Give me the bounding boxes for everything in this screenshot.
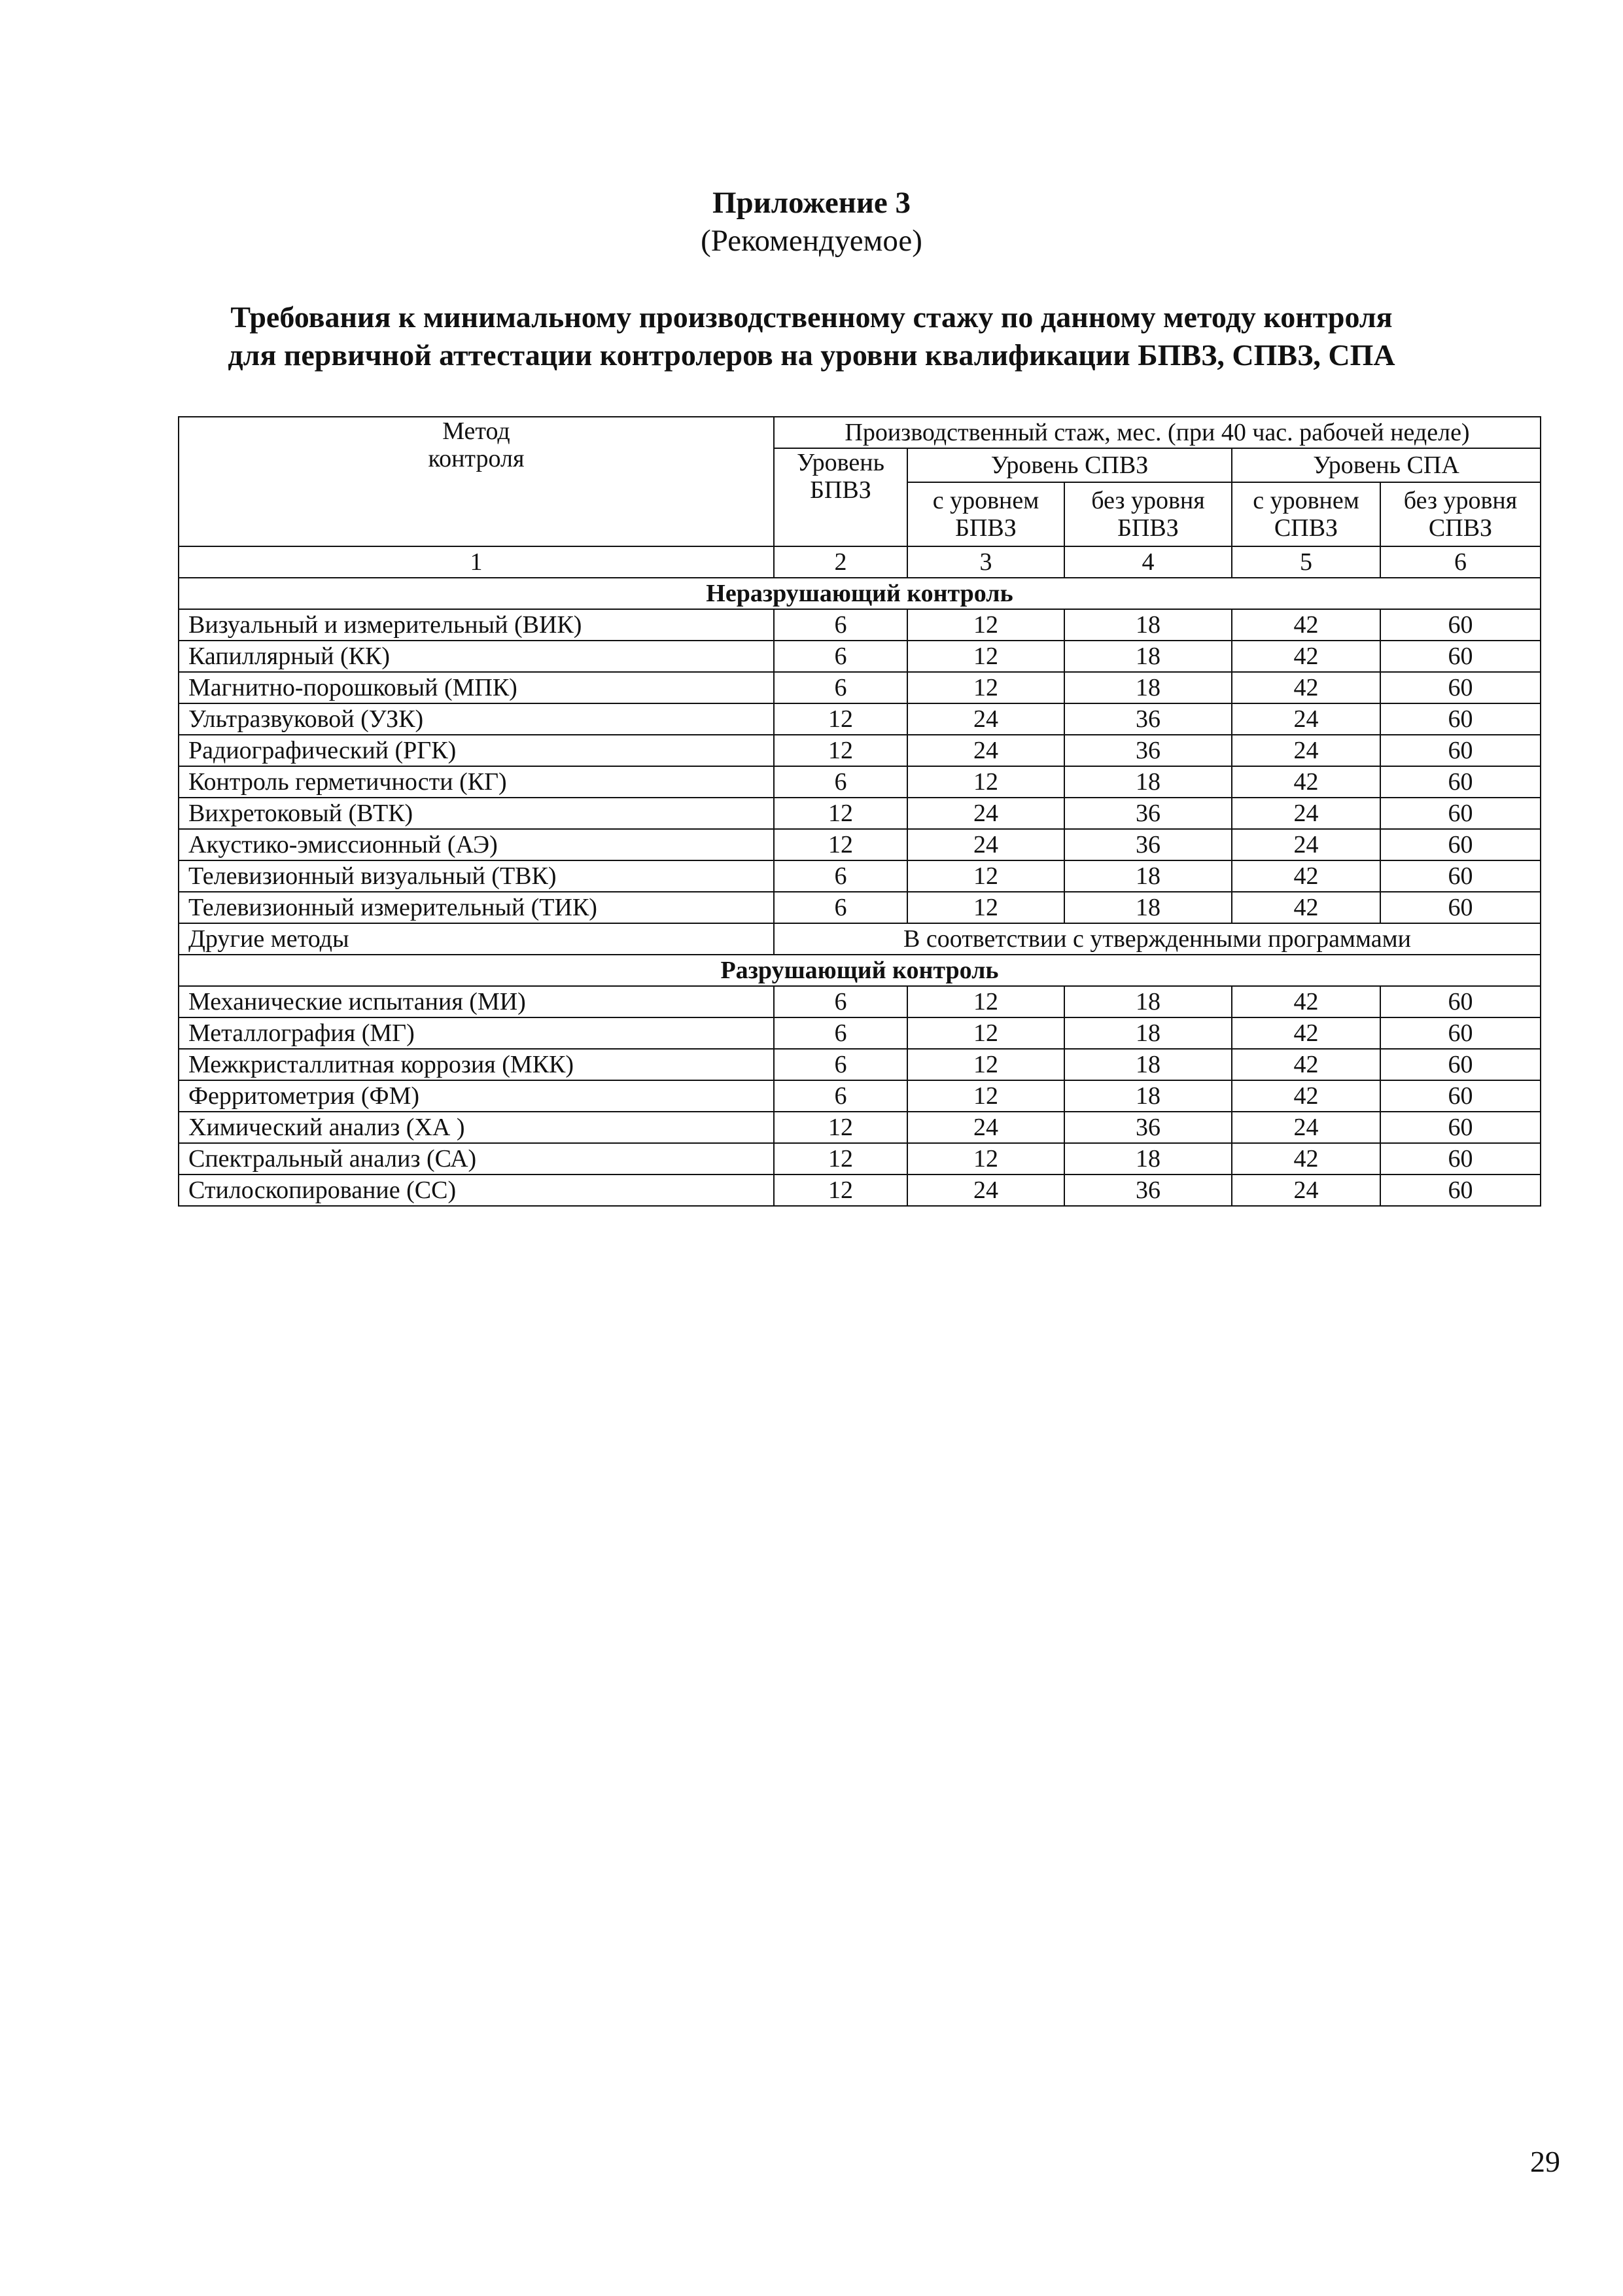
experience-value: 18 bbox=[1064, 860, 1232, 892]
method-name: Другие методы bbox=[179, 923, 774, 955]
experience-value: 12 bbox=[907, 609, 1064, 641]
table-row bbox=[179, 672, 1541, 703]
experience-value: 24 bbox=[1232, 1174, 1380, 1206]
experience-value: 6 bbox=[774, 609, 907, 641]
header-experience: Производственный стаж, мес. (при 40 час. рабочей неделе) bbox=[774, 417, 1541, 448]
header-with-bpvz-text: с уровнем БПВЗ bbox=[932, 487, 1039, 542]
experience-value: 6 bbox=[774, 641, 907, 672]
experience-value: 42 bbox=[1232, 1143, 1380, 1174]
experience-value: 60 bbox=[1380, 1017, 1541, 1049]
experience-value: 24 bbox=[1232, 829, 1380, 860]
method-name: Ферритометрия (ФМ) bbox=[179, 1080, 774, 1112]
experience-value: 12 bbox=[774, 1112, 907, 1143]
table-row bbox=[179, 766, 1541, 798]
experience-value: 36 bbox=[1064, 703, 1232, 735]
experience-value: 60 bbox=[1380, 703, 1541, 735]
experience-value: 12 bbox=[774, 1143, 907, 1174]
experience-value: 60 bbox=[1380, 641, 1541, 672]
experience-value: 18 bbox=[1064, 1143, 1232, 1174]
experience-value: 24 bbox=[907, 1174, 1064, 1206]
section-row bbox=[179, 578, 1541, 609]
method-name: Межкристаллитная коррозия (МКК) bbox=[179, 1049, 774, 1080]
method-name: Телевизионный измерительный (ТИК) bbox=[179, 892, 774, 923]
section-row bbox=[179, 955, 1541, 986]
header-method bbox=[179, 417, 774, 546]
experience-value: 24 bbox=[907, 829, 1064, 860]
experience-value: 18 bbox=[1064, 986, 1232, 1017]
table-row bbox=[179, 1112, 1541, 1143]
experience-value: 24 bbox=[907, 703, 1064, 735]
experience-value: 12 bbox=[907, 641, 1064, 672]
header-level-spvz: Уровень СПВЗ bbox=[907, 448, 1232, 482]
experience-value: 18 bbox=[1064, 1080, 1232, 1112]
requirements-table bbox=[178, 416, 1541, 1207]
section-title: Разрушающий контроль bbox=[179, 955, 1541, 986]
table-row bbox=[179, 986, 1541, 1017]
experience-value: 18 bbox=[1064, 892, 1232, 923]
experience-value: 42 bbox=[1232, 1017, 1380, 1049]
appendix-title: Приложение 3 bbox=[712, 186, 911, 220]
document-heading bbox=[0, 298, 1623, 374]
experience-value: 60 bbox=[1380, 766, 1541, 798]
experience-value: 12 bbox=[907, 1143, 1064, 1174]
experience-value: 24 bbox=[907, 735, 1064, 766]
experience-value: 12 bbox=[774, 735, 907, 766]
experience-value: 42 bbox=[1232, 892, 1380, 923]
appendix-subtitle: (Рекомендуемое) bbox=[701, 224, 922, 258]
experience-value: 60 bbox=[1380, 892, 1541, 923]
experience-value: 24 bbox=[1232, 735, 1380, 766]
experience-value: 18 bbox=[1064, 672, 1232, 703]
experience-value: 18 bbox=[1064, 1017, 1232, 1049]
header-with-spvz bbox=[1232, 482, 1380, 546]
column-number: 5 bbox=[1232, 546, 1380, 578]
experience-value: 60 bbox=[1380, 798, 1541, 829]
table-row bbox=[179, 1174, 1541, 1206]
experience-value: 12 bbox=[774, 1174, 907, 1206]
section-title: Неразрушающий контроль bbox=[179, 578, 1541, 609]
method-name: Вихретоковый (ВТК) bbox=[179, 798, 774, 829]
method-name: Механические испытания (МИ) bbox=[179, 986, 774, 1017]
method-name: Контроль герметичности (КГ) bbox=[179, 766, 774, 798]
column-number: 3 bbox=[907, 546, 1064, 578]
experience-value: 18 bbox=[1064, 609, 1232, 641]
method-name: Металлография (МГ) bbox=[179, 1017, 774, 1049]
header-level-bpvz bbox=[774, 448, 907, 546]
header-row-1 bbox=[179, 417, 1541, 448]
table-row bbox=[179, 703, 1541, 735]
experience-value: 60 bbox=[1380, 860, 1541, 892]
other-methods-note: В соответствии с утвержденными программами bbox=[774, 923, 1541, 955]
experience-value: 42 bbox=[1232, 860, 1380, 892]
experience-value: 36 bbox=[1064, 798, 1232, 829]
column-number: 2 bbox=[774, 546, 907, 578]
experience-value: 6 bbox=[774, 860, 907, 892]
experience-value: 42 bbox=[1232, 1080, 1380, 1112]
column-number: 1 bbox=[179, 546, 774, 578]
method-name: Акустико-эмиссионный (АЭ) bbox=[179, 829, 774, 860]
method-name: Радиографический (РГК) bbox=[179, 735, 774, 766]
method-name: Магнитно-порошковый (МПК) bbox=[179, 672, 774, 703]
table-row bbox=[179, 641, 1541, 672]
experience-value: 42 bbox=[1232, 1049, 1380, 1080]
experience-value: 6 bbox=[774, 672, 907, 703]
table-row bbox=[179, 1049, 1541, 1080]
experience-value: 36 bbox=[1064, 1112, 1232, 1143]
header-without-bpvz-text: без уровня БПВЗ bbox=[1091, 487, 1205, 542]
experience-value: 24 bbox=[1232, 703, 1380, 735]
experience-value: 42 bbox=[1232, 609, 1380, 641]
experience-value: 6 bbox=[774, 1080, 907, 1112]
experience-value: 36 bbox=[1064, 1174, 1232, 1206]
experience-value: 6 bbox=[774, 1049, 907, 1080]
experience-value: 12 bbox=[907, 892, 1064, 923]
method-name: Телевизионный визуальный (ТВК) bbox=[179, 860, 774, 892]
experience-value: 60 bbox=[1380, 1143, 1541, 1174]
experience-value: 60 bbox=[1380, 1080, 1541, 1112]
experience-value: 36 bbox=[1064, 735, 1232, 766]
column-number: 6 bbox=[1380, 546, 1541, 578]
table-row bbox=[179, 1143, 1541, 1174]
experience-value: 12 bbox=[907, 766, 1064, 798]
experience-value: 24 bbox=[907, 1112, 1064, 1143]
experience-value: 6 bbox=[774, 892, 907, 923]
header-with-bpvz bbox=[907, 482, 1064, 546]
experience-value: 12 bbox=[907, 1080, 1064, 1112]
column-number-row bbox=[179, 546, 1541, 578]
experience-value: 36 bbox=[1064, 829, 1232, 860]
experience-value: 60 bbox=[1380, 1112, 1541, 1143]
experience-value: 42 bbox=[1232, 986, 1380, 1017]
experience-value: 6 bbox=[774, 766, 907, 798]
header-level-spa: Уровень СПА bbox=[1232, 448, 1541, 482]
header-with-spvz-text: с уровнем СПВЗ bbox=[1253, 487, 1359, 542]
experience-value: 24 bbox=[1232, 1112, 1380, 1143]
experience-value: 12 bbox=[907, 1017, 1064, 1049]
method-name: Капиллярный (КК) bbox=[179, 641, 774, 672]
experience-value: 60 bbox=[1380, 986, 1541, 1017]
page-number: 29 bbox=[1530, 2145, 1560, 2178]
experience-value: 12 bbox=[907, 1049, 1064, 1080]
experience-value: 42 bbox=[1232, 766, 1380, 798]
heading-line-2: для первичной аттестации контролеров на уровни квалификации БПВЗ, СПВЗ, СПА bbox=[228, 338, 1395, 372]
table-row bbox=[179, 735, 1541, 766]
experience-value: 12 bbox=[774, 829, 907, 860]
experience-value: 18 bbox=[1064, 766, 1232, 798]
method-name: Стилоскопирование (СС) bbox=[179, 1174, 774, 1206]
experience-value: 6 bbox=[774, 986, 907, 1017]
table-row-other bbox=[179, 923, 1541, 955]
table-row bbox=[179, 609, 1541, 641]
header-without-bpvz bbox=[1064, 482, 1232, 546]
table-row bbox=[179, 798, 1541, 829]
experience-value: 12 bbox=[907, 860, 1064, 892]
header-without-spvz bbox=[1380, 482, 1541, 546]
table-row bbox=[179, 892, 1541, 923]
experience-value: 60 bbox=[1380, 829, 1541, 860]
experience-value: 60 bbox=[1380, 609, 1541, 641]
heading-line-1: Требования к минимальному производственному стажу по данному методу контроля bbox=[230, 300, 1393, 334]
experience-value: 42 bbox=[1232, 672, 1380, 703]
experience-value: 12 bbox=[774, 798, 907, 829]
header-method-text: Метод контроля bbox=[428, 417, 525, 472]
header-level-bpvz-text: Уровень БПВЗ bbox=[797, 449, 884, 504]
experience-value: 60 bbox=[1380, 735, 1541, 766]
experience-value: 18 bbox=[1064, 1049, 1232, 1080]
method-name: Визуальный и измерительный (ВИК) bbox=[179, 609, 774, 641]
table-row bbox=[179, 860, 1541, 892]
table-row bbox=[179, 1017, 1541, 1049]
experience-value: 60 bbox=[1380, 1174, 1541, 1206]
experience-value: 12 bbox=[774, 703, 907, 735]
method-name: Спектральный анализ (СА) bbox=[179, 1143, 774, 1174]
header-without-spvz-text: без уровня СПВЗ bbox=[1403, 487, 1518, 542]
experience-value: 60 bbox=[1380, 672, 1541, 703]
column-number: 4 bbox=[1064, 546, 1232, 578]
table-row bbox=[179, 829, 1541, 860]
experience-value: 18 bbox=[1064, 641, 1232, 672]
experience-value: 60 bbox=[1380, 1049, 1541, 1080]
experience-value: 42 bbox=[1232, 641, 1380, 672]
table-row bbox=[179, 1080, 1541, 1112]
experience-value: 24 bbox=[907, 798, 1064, 829]
experience-value: 12 bbox=[907, 672, 1064, 703]
method-name: Ультразвуковой (УЗК) bbox=[179, 703, 774, 735]
method-name: Химический анализ (ХА ) bbox=[179, 1112, 774, 1143]
experience-value: 6 bbox=[774, 1017, 907, 1049]
experience-value: 24 bbox=[1232, 798, 1380, 829]
experience-value: 12 bbox=[907, 986, 1064, 1017]
